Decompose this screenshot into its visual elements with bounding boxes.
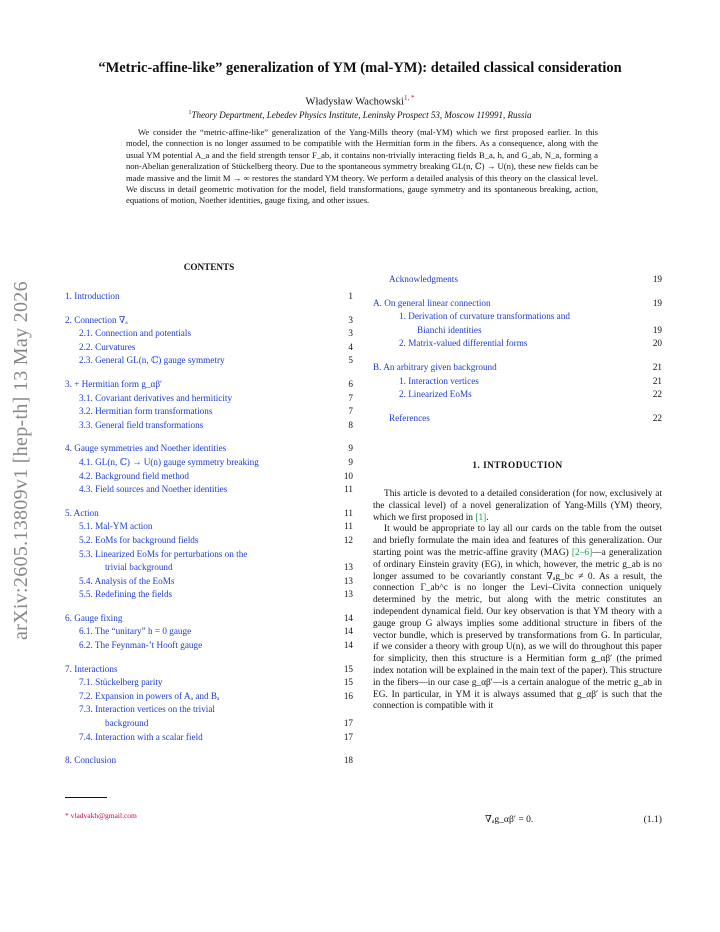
toc-entry-page: 3 — [348, 328, 353, 339]
toc-entry-page: 11 — [344, 484, 353, 495]
author-name: Władysław Wachowski — [305, 96, 404, 108]
toc-entry-title: 6.2. The Feynman-’t Hooft gauge — [79, 640, 203, 651]
toc-entry-title: 2. Connection ∇ₐ — [65, 314, 128, 325]
section-heading-introduction: 1. INTRODUCTION — [472, 460, 563, 470]
toc-section — [65, 290, 353, 304]
toc-section — [65, 314, 353, 368]
toc-section — [373, 412, 662, 426]
toc-subentry[interactable] — [65, 405, 353, 419]
toc-entry-page: 20 — [652, 338, 662, 349]
toc-section — [65, 378, 353, 432]
toc-entry[interactable] — [373, 297, 662, 311]
toc-entry-title: 2. Linearized EoMs — [399, 389, 472, 400]
toc-entry-title: 2.3. General GL(n, ℂ) gauge symmetry — [79, 355, 225, 366]
toc-entry[interactable] — [65, 663, 353, 677]
toc-entry-title: 1. Interaction vertices — [399, 375, 479, 386]
toc-entry[interactable] — [65, 507, 353, 521]
toc-entry-page: 15 — [343, 663, 353, 674]
toc-section — [373, 273, 662, 287]
toc-subentry[interactable] — [373, 388, 662, 402]
affiliation — [0, 110, 720, 120]
toc-entry-title: 7. Interactions — [65, 663, 118, 674]
toc-entry-page: 7 — [348, 392, 353, 403]
intro-p1-end: . — [486, 512, 489, 523]
toc-entry-page: 13 — [343, 575, 353, 586]
toc-subentry[interactable] — [65, 588, 353, 602]
toc-subentry[interactable] — [65, 341, 353, 355]
toc-entry[interactable] — [65, 754, 353, 768]
toc-entry-title: 3.2. Hermitian form transformations — [79, 406, 213, 417]
toc-subentry[interactable] — [65, 392, 353, 406]
toc-entry[interactable] — [65, 290, 353, 304]
toc-entry-page: 16 — [343, 690, 353, 701]
author-marks: 1, * — [403, 94, 415, 102]
footnote-rule — [65, 797, 107, 798]
toc-entry-page: 17 — [343, 718, 353, 729]
toc-subentry[interactable] — [65, 456, 353, 470]
toc-entry-continuation[interactable] — [65, 561, 353, 575]
toc-entry[interactable] — [65, 442, 353, 456]
toc-entry-page: 13 — [343, 562, 353, 573]
toc-entry-title: 4.2. Background field method — [79, 470, 189, 481]
toc-section — [65, 663, 353, 745]
toc-entry-title: 7.4. Interaction with a scalar field — [79, 731, 203, 742]
affiliation-text: Theory Department, Lebedev Physics Institute, Leninsky Prospect 53, Moscow 119991, Russia — [191, 110, 532, 120]
toc-entry-page: 15 — [343, 677, 353, 688]
toc-entry-page: 13 — [343, 589, 353, 600]
toc-subentry[interactable] — [65, 483, 353, 497]
toc-entry-title: References — [389, 412, 430, 423]
toc-entry-page: 8 — [348, 419, 353, 430]
toc-entry-title: 7.1. Stückelberg parity — [79, 677, 163, 688]
toc-entry-page: 14 — [343, 612, 353, 623]
toc-entry-page: 9 — [348, 443, 353, 454]
toc-section — [373, 297, 662, 351]
citation-link[interactable]: [2–6] — [571, 547, 593, 558]
toc-subentry[interactable] — [65, 470, 353, 484]
toc-entry-title: 7.2. Expansion in powers of Aₐ and Bₐ — [79, 690, 220, 701]
toc-entry-title: B. An arbitrary given background — [373, 361, 497, 372]
toc-entry-title: 2. Matrix-valued differential forms — [399, 338, 528, 349]
toc-entry-title: 2.1. Connection and potentials — [79, 328, 192, 339]
toc-entry-title: 4.1. GL(n, ℂ) → U(n) gauge symmetry breaking — [79, 456, 259, 467]
toc-subentry[interactable] — [65, 676, 353, 690]
toc-entry-title: 1. Derivation of curvature transformations and — [399, 311, 570, 322]
table-of-contents — [65, 262, 353, 778]
toc-subentry[interactable] — [65, 327, 353, 341]
toc-section — [65, 612, 353, 653]
toc-subentry[interactable] — [65, 354, 353, 368]
toc-entry-title: Bianchi identities — [417, 324, 482, 335]
toc-entry-page: 22 — [652, 412, 662, 423]
toc-entry-page: 5 — [348, 355, 353, 366]
toc-subentry[interactable] — [373, 337, 662, 351]
toc-entry-page: 21 — [652, 361, 662, 372]
author-line — [0, 94, 720, 108]
toc-entry-title: 3.3. General field transformations — [79, 419, 204, 430]
toc-entry-title: 5.2. EoMs for background fields — [79, 534, 199, 545]
toc-entry-page: 22 — [652, 389, 662, 400]
intro-paragraph-2 — [373, 524, 662, 713]
arxiv-stamp: arXiv:2605.13809v1 [hep-th] 13 May 2026 — [10, 281, 32, 640]
toc-right-list — [373, 273, 662, 425]
toc-entry[interactable] — [65, 612, 353, 626]
toc-entry-title: 2.2. Curvatures — [79, 341, 136, 352]
toc-entry-title: 5. Action — [65, 507, 99, 518]
toc-entry-page: 9 — [348, 456, 353, 467]
toc-entry[interactable] — [65, 314, 353, 328]
toc-entry-title: A. On general linear connection — [373, 297, 491, 308]
toc-section — [65, 754, 353, 768]
affiliation-mark: 1 — [188, 110, 192, 116]
toc-section — [65, 442, 353, 496]
toc-subentry[interactable] — [65, 419, 353, 433]
toc-entry-page: 4 — [348, 341, 353, 352]
toc-entry-title: 3. + Hermitian form g_αβ′ — [65, 378, 163, 389]
toc-section — [65, 507, 353, 602]
toc-entry-title: 5.4. Analysis of the EoMs — [79, 575, 175, 586]
toc-entry-title: 6. Gauge fixing — [65, 612, 123, 623]
toc-entry-page: 11 — [344, 521, 353, 532]
paper-title: “Metric-affine-like” generalization of YM (mal-YM): detailed classical consideration — [98, 60, 622, 76]
toc-subentry[interactable] — [65, 731, 353, 745]
toc-entry-title: trivial background — [105, 562, 173, 573]
intro-paragraph-1 — [373, 489, 662, 524]
toc-entry-page: 21 — [652, 375, 662, 386]
citation-link[interactable]: [1] — [475, 512, 487, 523]
toc-entry-title: 8. Conclusion — [65, 755, 117, 766]
toc-entry[interactable] — [65, 378, 353, 392]
toc-entry-title: 5.5. Redefining the fields — [79, 589, 173, 600]
contents-heading: CONTENTS — [183, 262, 235, 272]
toc-entry-title: 5.1. Mal-YM action — [79, 521, 153, 532]
toc-entry-title: 6.1. The “unitary” h = 0 gauge — [79, 626, 192, 637]
toc-subentry[interactable] — [65, 690, 353, 704]
intro-p1-text: This article is devoted to a detailed consideration (for now, exclusively at the classical level) of a novel generalization of Yang-Mills (YM) theory, which we first proposed in — [373, 489, 662, 523]
toc-left-column — [65, 290, 353, 768]
toc-entry[interactable] — [373, 412, 662, 426]
toc-entry-page: 18 — [343, 755, 353, 766]
toc-entry-title: background — [105, 718, 149, 729]
toc-entry-title: 4.3. Field sources and Noether identities — [79, 484, 228, 495]
toc-entry-page: 17 — [343, 731, 353, 742]
toc-entry-page: 19 — [652, 274, 662, 284]
toc-subentry[interactable] — [65, 639, 353, 653]
abstract: We consider the “metric-affine-like” generalization of the Yang-Mills theory (mal-YM) which we first proposed earlier. In this model, the connection is no longer assumed to be compatible with the Hermitian form in the fibers. As a consequence, along with the usual YM potential A_a and the field strength tensor F_ab, it contains non-trivially interacting fields B_a, h, and G_ab, N_a, forming a non-Abelian generalization of Stückelberg theory. Due to the spontaneous symmetry breaking GL(n, ℂ) → U(n), these new fields can be made massive and the limit M → ∞ restores the standard YM theory. We perform a detailed analysis of this theory on the classical level. We discuss in detail geometric motivation for the model, field transformations, gauge symmetry and its spontaneous breaking, action, equations of motion, Noether identities, gauge fixing, and other issues. — [126, 127, 598, 206]
toc-subentry[interactable] — [65, 534, 353, 548]
toc-entry-title: Acknowledgments — [389, 274, 458, 284]
toc-entry-page: 7 — [348, 406, 353, 417]
footnote-email[interactable]: * vladvakh@gmail.com — [65, 811, 137, 820]
toc-section — [373, 361, 662, 402]
equation-number: (1.1) — [643, 814, 662, 825]
toc-entry[interactable] — [373, 273, 662, 287]
toc-entry-title: 5.3. Linearized EoMs for perturbations on the — [79, 548, 248, 559]
equation-formula: ∇ₐg_αβ′ = 0. — [485, 814, 534, 825]
toc-entry-page: 6 — [348, 378, 353, 389]
toc-entry-title: 3.1. Covariant derivatives and hermiticity — [79, 392, 233, 403]
toc-subentry[interactable] — [65, 520, 353, 534]
toc-entry-title: 1. Introduction — [65, 291, 120, 301]
toc-entry-page: 19 — [652, 324, 662, 335]
toc-subentry[interactable] — [373, 310, 662, 324]
introduction-body — [373, 489, 662, 713]
toc-entry-title: 7.3. Interaction vertices on the trivial — [79, 704, 215, 715]
toc-subentry[interactable] — [65, 625, 353, 639]
toc-entry-page: 14 — [343, 640, 353, 651]
toc-right-column — [373, 273, 662, 435]
toc-entry-page: 3 — [348, 314, 353, 325]
toc-entry-title: 4. Gauge symmetries and Noether identities — [65, 443, 227, 454]
toc-subentry[interactable] — [65, 703, 353, 717]
toc-entry[interactable] — [373, 361, 662, 375]
toc-entry-page: 1 — [348, 291, 353, 301]
toc-subentry[interactable] — [65, 575, 353, 589]
toc-entry-page: 11 — [344, 507, 353, 518]
toc-entry-page: 14 — [343, 626, 353, 637]
toc-entry-continuation[interactable] — [373, 324, 662, 338]
toc-entry-page: 19 — [652, 297, 662, 308]
intro-p2-rest: —a generalization of ordinary Einstein gravity (EG), in which, however, the metric g_ab is no longer assumed to be covariantly constant ∇ₐg_bc ≠ 0. As a result, the connection Γ_ab^c is no longer the Levi–Civita connection uniquely determined by the metric, but along with the metric constitutes an independent dynamical field. Our key observation is that YM theory with a gauge group G always implies some additional structure in fibers of the vector bundle, which is preserved by transformations from G. In particular, if we consider a theory with group U(n), as we will do throughout this paper for simplicity, then this structure is a Hermitian form g_αβ′ (the primed index notation will be explained in the main text of the paper). This structure in the fibers—in our case g_αβ′—is a certain analogue of the metric g_ab in EG. In particular, in YM it is always assumed that g_αβ′ is such that the connection is compatible with it — [373, 547, 662, 712]
toc-subentry[interactable] — [373, 375, 662, 389]
toc-entry-page: 10 — [343, 470, 353, 481]
intro-p2-text: It would be appropriate to lay all our cards on the table from the outset and briefly formulate the main idea and features of this generalization. Our starting point was the metric-affine gravity (MAG) — [373, 524, 662, 558]
toc-subentry[interactable] — [65, 548, 353, 562]
toc-entry-continuation[interactable] — [65, 717, 353, 731]
toc-entry-page: 12 — [343, 534, 353, 545]
